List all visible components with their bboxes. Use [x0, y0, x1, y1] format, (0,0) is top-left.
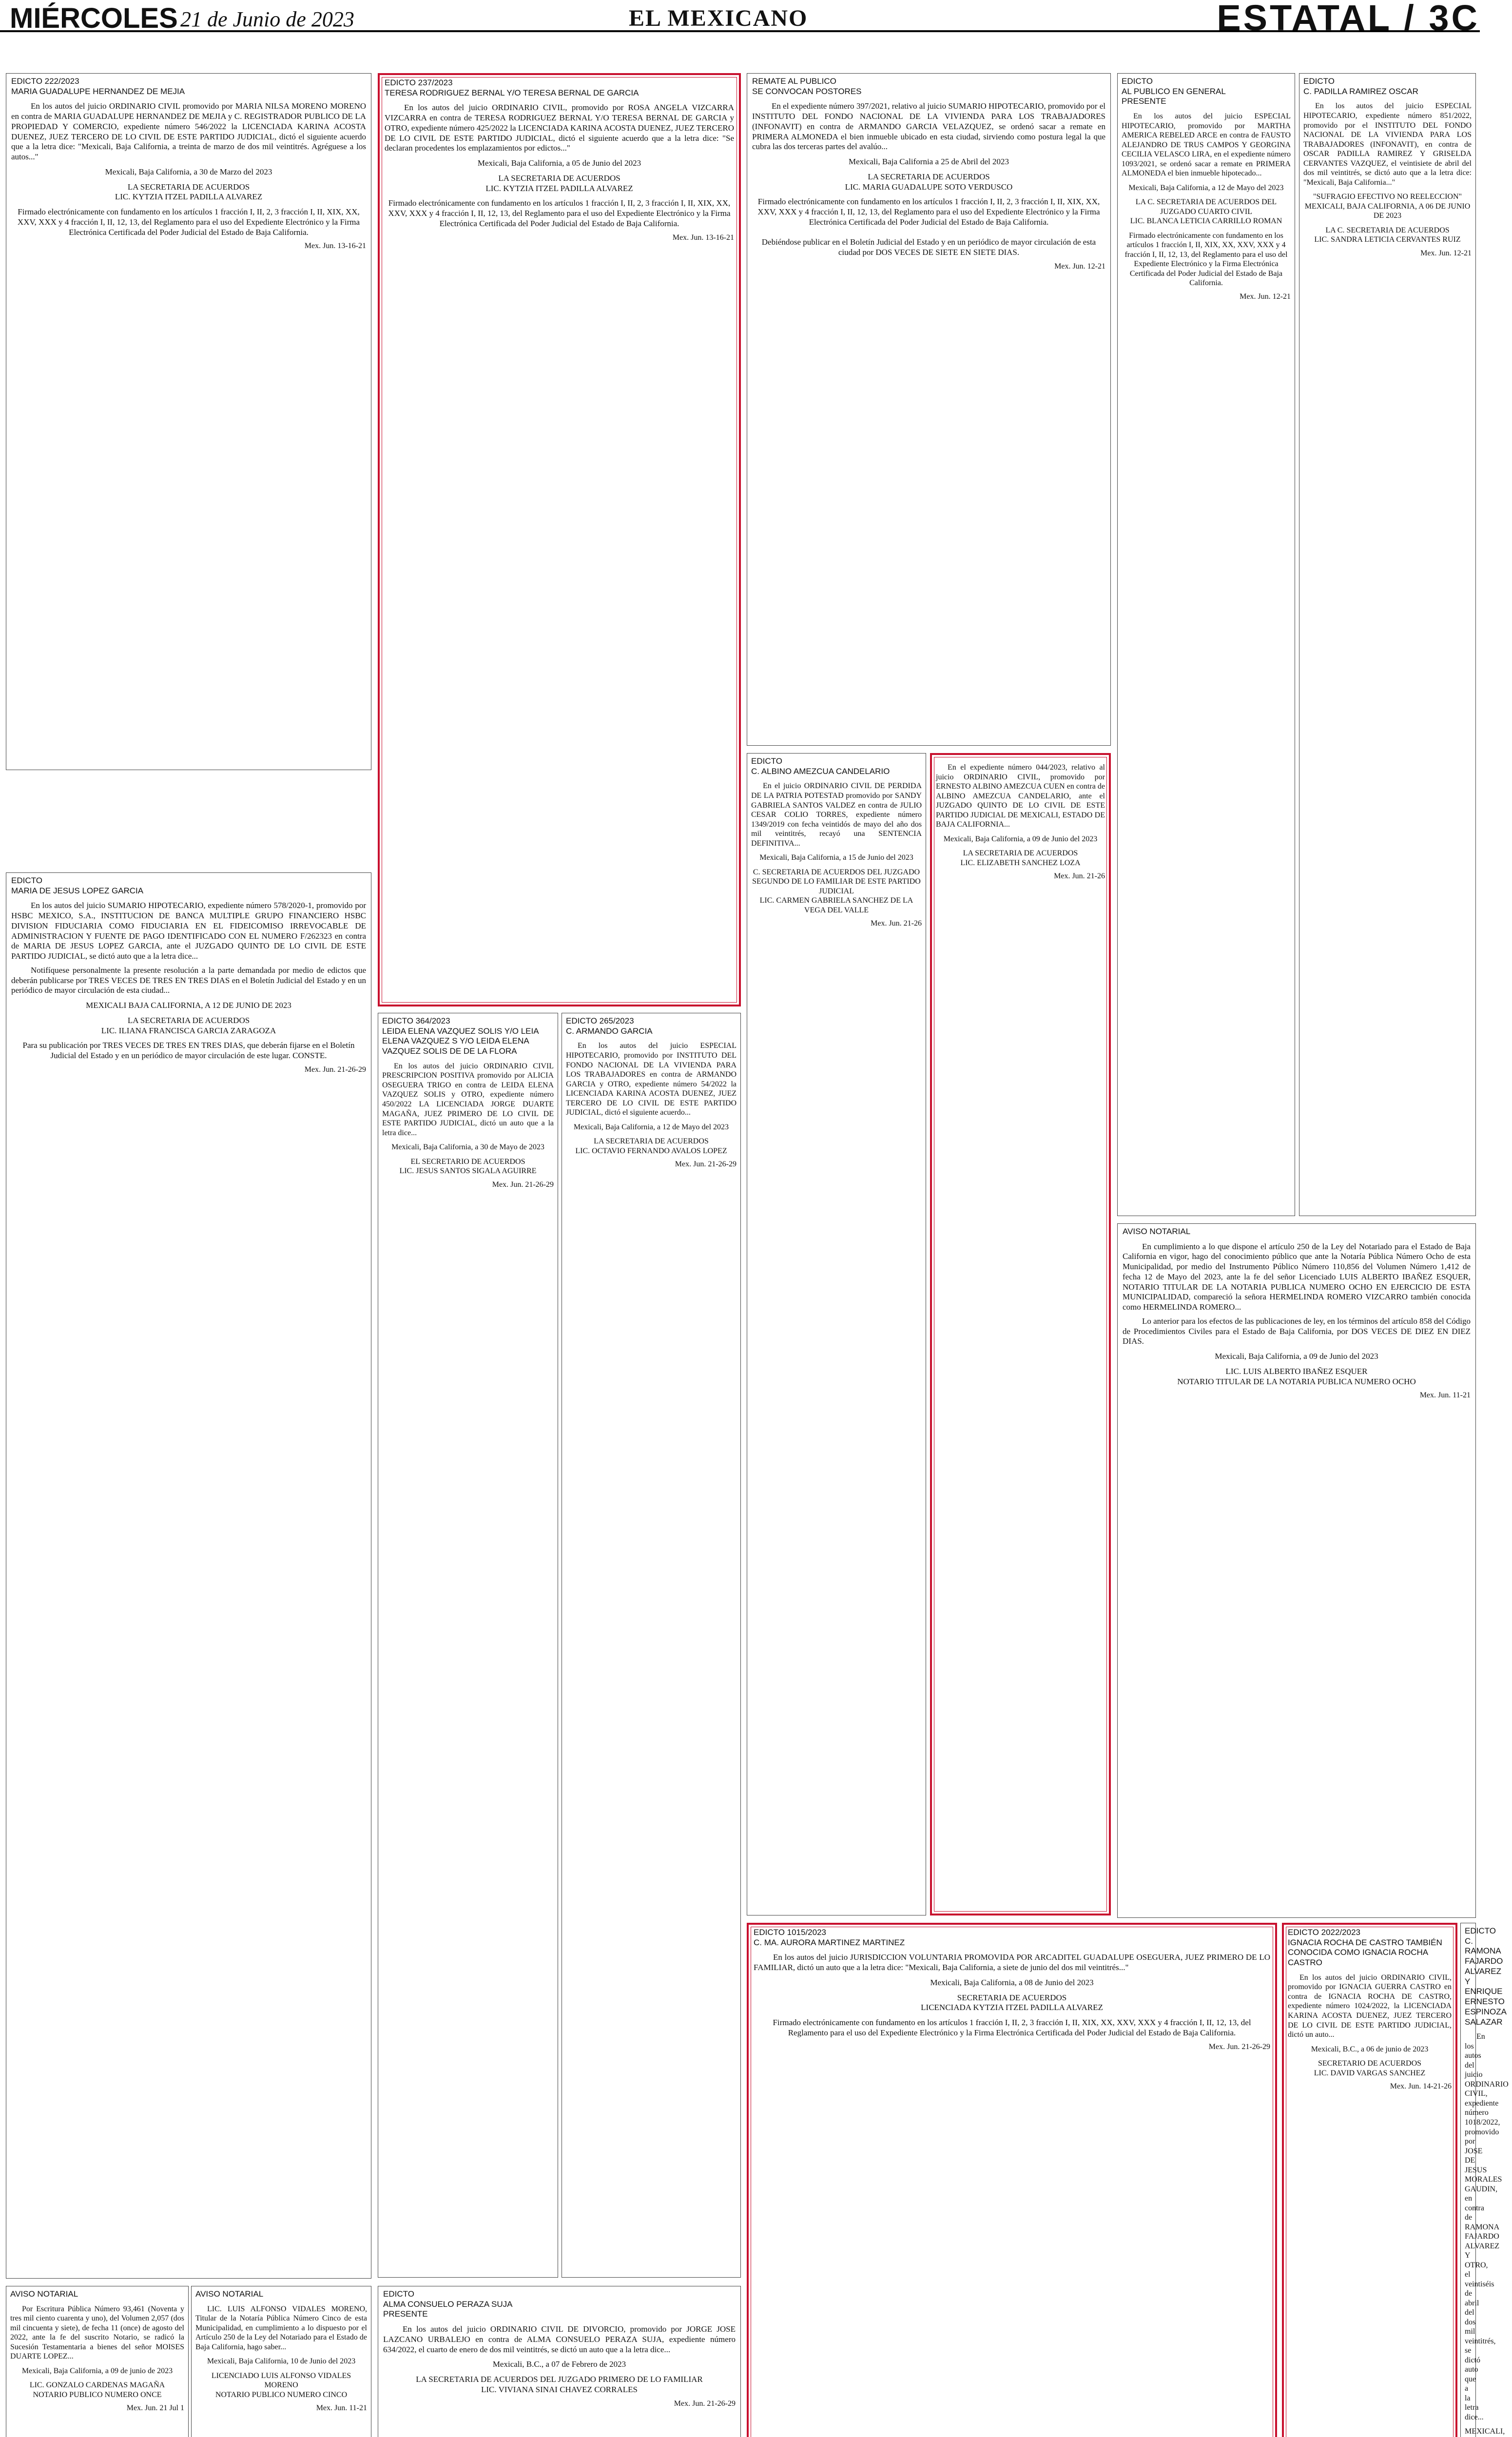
notice-place-date: Mexicali, Baja California, a 09 de Junio del 2023 [943, 834, 1098, 843]
notice-paragraph: En los autos del juicio ORDINARIO CIVIL, promovido por ROSA ANGELA VIZCARRA VIZCARRA en contra de TERESA RODRIGUEZ BERNAL Y/O TERESA BERNAL DE GARCIA y OTRO, expediente número 425/2022 la LICENCIADA KARINA ACOSTA DUENEZ, JUEZ TERCERO DE LO CIVIL DE ESTE PARTIDO JUDICIAL, dictó el siguiente acuerdo que a la letra dice: "Se declaran procedentes los emplazamientos por edictos..." [385, 103, 734, 153]
notice-place-date: Mexicali, Baja California, a 08 de Junio del 2023 [930, 1977, 1094, 1987]
notice-edicto-albino-amezcua [930, 753, 1111, 1915]
notice-place-date: Mexicali, Baja California, a 30 de Mayo de 2023 [391, 1143, 544, 1152]
notice-paragraph: En el juicio ORDINARIO CIVIL DE PERDIDA DE LA PATRIA POTESTAD promovido por SANDY GABRIELA SANTOS VALDEZ en contra de JULIO CESAR COLIO TORRES, expediente número 1349/2019 con fecha veintidós de mayo del año dos mil veintitrés, recayó una SENTENCIA DEFINITIVA... [751, 782, 922, 848]
notice-header: EDICTO 222/2023 MARIA GUADALUPE HERNANDEZ DE MEJIA [11, 77, 185, 96]
publication-ref: Mex. Jun. 21-26-29 [492, 1180, 554, 1189]
publication-ref: Mex. Jun. 13-16-21 [304, 242, 366, 251]
notice-body [1288, 1973, 1452, 2040]
masthead-day: MIÉRCOLES [10, 2, 178, 34]
notice-signature: LA C. SECRETARIA DE ACUERDOS DEL JUZGADO CUARTO CIVIL LIC. BLANCA LETICIA CARRILLO ROMAN [1130, 198, 1282, 226]
publication-ref: Mex. Jun. 21-26-29 [674, 2399, 736, 2408]
notice-paragraph: En los autos del juicio ORDINARIO CIVIL promovido por MARIA NILSA MORENO MORENO en contra de MARIA GUADALUPE HERNANDEZ DE MEJIA y C. REGISTRADOR PUBLICO DE LA PROPIEDAD Y COMERCIO, expediente número 546/2022 la LICENCIADA KARINA ACOSTA DUENEZ, JUEZ TERCERO DE LO CIVIL DE ESTE PARTIDO JUDICIAL, dictó el siguiente acuerdo que a la letra dice: "Mexicali, Baja California, a treinta de marzo de dos mil veintitrés. Agréguese a los autos..." [11, 101, 366, 162]
notice-place-date: Mexicali, B.C., a 07 de Febrero de 2023 [492, 2360, 626, 2369]
notice-signature: LA SECRETARIA DE ACUERDOS LIC. ILIANA FRANCISCA GARCIA ZARAGOZA [101, 1015, 276, 1035]
notice-edicto-fajardo-alvarez [1460, 1923, 1509, 2437]
publication-ref: Mex. Jun. 21-26 [1054, 872, 1105, 881]
notice-body [936, 763, 1105, 830]
notice-header: AVISO NOTARIAL [195, 2289, 264, 2299]
notice-body [754, 1953, 1270, 1973]
notice-body [11, 901, 366, 996]
notice-header: EDICTO 237/2023 TERESA RODRIGUEZ BERNAL Y/O TERESA BERNAL DE GARCIA [385, 78, 639, 97]
notice-signature: LA SECRETARIA DE ACUERDOS LIC. ELIZABETH SANCHEZ LOZA [960, 849, 1081, 867]
publication-ref: Mex. Jun. 11-21 [1419, 1391, 1471, 1400]
notice-edicto-publico-general [1117, 73, 1295, 1216]
notice-signature: LA SECRETARIA DE ACUERDOS LIC. KYTZIA ITZEL PADILLA ALVAREZ [115, 182, 263, 202]
notice-paragraph: En los autos del juicio ESPECIAL HIPOTECARIO, promovido por INSTITUTO DEL FONDO NACIONAL DE LA VIVIENDA PARA LOS TRABAJADORES en contra de ARMANDO GARCIA y OTRO, expediente número 54/2022 la LICENCIADA KARINA ACOSTA DUENEZ, JUEZ TERCERO DE LO CIVIL DE ESTE PARTIDO JUDICIAL, dictó el siguiente acuerdo... [566, 1042, 737, 1117]
notice-signature: SECRETARIA DE ACUERDOS LICENCIADA KYTZIA ITZEL PADILLA ALVAREZ [921, 1992, 1103, 2012]
notice-edicto-padilla-ramirez [1299, 73, 1476, 1216]
notice-place-date: Mexicali, Baja California a 25 de Abril del 2023 [848, 157, 1009, 167]
publication-ref: Mex. Jun. 12-21 [1420, 249, 1472, 257]
notice-edicto-1015 [747, 1923, 1277, 2437]
publication-ref: Mex. Jun. 21-26-29 [1208, 2042, 1270, 2051]
notice-signature: EL SECRETARIO DE ACUERDOS LIC. JESUS SANTOS SIGALA AGUIRRE [399, 1157, 537, 1176]
notice-body [1303, 101, 1472, 187]
notice-footer: Para su publicación por TRES VECES DE TRES EN TRES DIAS, que deberán fijarse en el Boletín Judicial del Estado y en un periódico de mayor circulación de este lugar. CONSTE. [22, 1041, 355, 1061]
notice-header: REMATE AL PUBLICO SE CONVOCAN POSTORES [752, 77, 862, 96]
notice-edicto-2022 [1282, 1923, 1457, 2437]
notice-header: EDICTO MARIA DE JESUS LOPEZ GARCIA [11, 876, 144, 895]
notice-signature: LIC. GONZALO CARDENAS MAGAÑA NOTARIO PUBLICO NUMERO ONCE [29, 2381, 165, 2399]
notice-signature: LICENCIADO LUIS ALFONSO VIDALES MORENO NOTARIO PUBLICO NUMERO CINCO [211, 2371, 351, 2399]
notice-edicto-364 [378, 1013, 558, 2278]
notice-header: EDICTO AL PUBLICO EN GENERAL PRESENTE [1122, 77, 1226, 106]
notice-paragraph: En los autos del juicio ESPECIAL HIPOTECARIO, expediente número 851/2022, promovido por el INSTITUTO DEL FONDO NACIONAL DE LA VIVIENDA PARA LOS TRABAJADORES (INFONAVIT), en contra de OSCAR PADILLA RAMIREZ Y GRISELDA CERVANTES VAZQUEZ, el veintisiete de abril del dos mil veintitrés, se dictó auto que a la letra dice: "Mexicali, Baja California..." [1303, 102, 1472, 187]
notice-body [751, 781, 922, 848]
notice-body [195, 2304, 367, 2352]
publication-ref: Mex. Jun. 14-21-26 [1390, 2082, 1452, 2091]
notice-paragraph: En el expediente número 044/2023, relativo al juicio ORDINARIO CIVIL, promovido por ERNESTO ALBINO AMEZCUA CUEN en contra de ALBINO AMEZCUA CANDELARIO, ante el JUZGADO QUINTO DE LO CIVIL DE ESTE PARTIDO JUDICIAL DE MEXICALI, ESTADO DE BAJA CALIFORNIA... [936, 763, 1105, 829]
notice-footer: Firmado electrónicamente con fundamento en los artículos 1 fracción I, II, 2, 3 fracción I, II, XIX, XX, XXV, XXX y 4 fracción I, II, 12, 13, del Reglamento para el uso del Expediente Electrónico y la Firma Electrónica Certificada del Poder Judicial del Estado de Baja California. Debiéndose publicar en el Boletín Judicial del Estado y en un periódico de mayor circulación de esta ciudad por DOS VECES DE SIETE EN SIETE DIAS. [757, 197, 1100, 257]
notice-signature: LIC. LUIS ALBERTO IBAÑEZ ESQUER NOTARIO TITULAR DE LA NOTARIA PUBLICA NUMERO OCHO [1177, 1366, 1416, 1386]
notice-header: EDICTO C. ALBINO AMEZCUA CANDELARIO [751, 756, 890, 776]
notice-signature: LA SECRETARIA DE ACUERDOS LIC. MARIA GUADALUPE SOTO VERDUSCO [845, 172, 1013, 192]
notice-body [383, 2324, 736, 2355]
notice-paragraph: Notifíquese personalmente la presente resolución a la parte demandada por medio de edictos que deberán publicarse por TRES VECES DE TRES EN TRES DIAS en el Boletín Judicial del Estado y en un periódico de mayor circulación de esta ciudad... [11, 965, 366, 995]
notice-header: EDICTO ALMA CONSUELO PERAZA SUJA PRESENTE [383, 2289, 513, 2319]
notice-place-date: Mexicali, Baja California, a 09 de Junio del 2023 [1215, 1352, 1378, 1361]
notice-place-date: Mexicali, Baja California, a 05 de Junio del 2023 [477, 158, 641, 168]
section-label: ESTATAL / 3C [1217, 0, 1480, 38]
notice-paragraph: En los autos del juicio ORDINARIO CIVIL, promovido por IGNACIA GUERRA CASTRO en contra de IGNACIA ROCHA DE CASTRO, expediente número 1024/2022, la LICENCIADA KARINA ACOSTA DUENEZ, JUEZ TERCERO DE LO CIVIL DE ESTE PARTIDO JUDICIAL, dictó un auto... [1288, 1973, 1452, 2039]
notice-paragraph: Por Escritura Pública Número 93,461 (Noventa y tres mil ciento cuarenta y uno), del Volumen 2,057 (dos mil cincuenta y siete), de fecha 11 (once) de agosto del 2022, ante la fe del suscrito Notario, se radicó la Sucesión Testamentaria a bienes del señor MOISES DUARTE LOPEZ... [10, 2304, 184, 2361]
notice-signature: SECRETARIO DE ACUERDOS LIC. DAVID VARGAS SANCHEZ [1314, 2059, 1426, 2077]
notice-place-date: Mexicali, Baja California, a 30 de Marzo del 2023 [105, 167, 272, 176]
notice-header: EDICTO C. PADILLA RAMIREZ OSCAR [1303, 77, 1418, 96]
notice-header: EDICTO 2022/2023 IGNACIA ROCHA DE CASTRO TAMBIÉN CONOCIDA COMO IGNACIA ROCHA CASTRO [1288, 1928, 1442, 1968]
notice-paragraph: En los autos del juicio JURISDICCION VOLUNTARIA PROMOVIDA POR ARCADITEL GUADALUPE OSEGUERA, JUEZ PRIMERO DE LO FAMILIAR, dictó un auto que a la letra dice: "Mexicali, Baja California, a siete de junio del dos mil veintitrés..." [754, 1953, 1270, 1973]
notice-header: EDICTO 265/2023 C. ARMANDO GARCIA [566, 1016, 653, 1036]
newspaper-name: EL MEXICANO [629, 5, 808, 31]
notice-place-date: Mexicali, Baja California, a 15 de Junio del 2023 [759, 853, 913, 862]
notice-aviso-notarial-once [6, 2286, 189, 2437]
notice-place-date: Mexicali, Baja California, a 12 de Mayo del 2023 [573, 1122, 729, 1131]
notice-signature: LA SECRETARIA DE ACUERDOS LIC. OCTAVIO FERNANDO AVALOS LOPEZ [575, 1137, 727, 1155]
publication-ref: Mex. Jun. 21 Jul 1 [126, 2404, 184, 2413]
notice-place-date: Mexicali, Baja California, 10 de Junio del 2023 [207, 2357, 356, 2366]
notice-body [385, 103, 734, 154]
notice-footer: Firmado electrónicamente con fundamento en los artículos 1 fracción I, II, XIX, XX, XXV, XXX y 4 fracción I, II, 12, 13, del Reglamento para el uso del Expediente Electrónico y la Firma Electrónica Certificada del Poder Judicial del Estado de Baja California. [1124, 231, 1288, 288]
notice-edicto-amezcua-santos [747, 753, 926, 1915]
notice-body [1123, 1242, 1471, 1347]
publication-ref: Mex. Jun. 21-26-29 [675, 1160, 737, 1169]
notice-body [752, 101, 1105, 152]
notice-header: EDICTO 1015/2023 C. MA. AURORA MARTINEZ MARTINEZ [754, 1928, 905, 1947]
notice-aviso-notarial-ocho [1117, 1223, 1476, 1918]
notice-body [382, 1062, 554, 1138]
notice-edicto-237 [378, 73, 741, 1006]
notice-aviso-notarial-cinco [191, 2286, 371, 2437]
notice-place-date: Mexicali, Baja California, a 09 de junio de 2023 [21, 2366, 173, 2375]
notice-footer: Firmado electrónicamente con fundamento en los artículos 1 fracción I, II, 2, 3 fracción I, II, XIX, XX, XXV, XXX y 4 fracción I, II, 12, 13, del Reglamento para el uso del Expediente Electrónico y la Firma Electrónica Certificada del Poder Judicial del Estado de Baja California. [17, 207, 360, 237]
notice-body [10, 2304, 184, 2361]
notice-signature: LA SECRETARIA DE ACUERDOS LIC. KYTZIA ITZEL PADILLA ALVAREZ [485, 173, 633, 193]
notice-paragraph: En los autos del juicio ESPECIAL HIPOTECARIO, promovido por MARTHA AMERICA REBELED ARCE en contra de FAUSTO ALEJANDRO DE TRUS CAMPOS Y GEORGINA CECILIA VELASCO LIRA, en el expediente número 1093/2021, se ordenó sacar a remate en PRIMERA ALMONEDA el bien inmueble hipotecado... [1122, 112, 1291, 178]
notice-place-date: Mexicali, Baja California, a 12 de Mayo del 2023 [1128, 183, 1284, 192]
notice-paragraph: LIC. LUIS ALFONSO VIDALES MORENO, Titular de la Notaría Pública Número Cinco de esta Municipalidad, en cumplimiento a lo dispuesto por el Artículo 250 de la Ley del Notariado para el Estado de Baja California, hago saber... [195, 2304, 367, 2351]
notice-signature: LA SECRETARIA DE ACUERDOS DEL JUZGADO PRIMERO DE LO FAMILIAR LIC. VIVIANA SINAI CHAVEZ CORRALES [416, 2375, 703, 2394]
notice-paragraph: En los autos del juicio ORDINARIO CIVIL DE DIVORCIO, promovido por JORGE JOSE LAZCANO URBALEJO en contra de ALMA CONSUELO PERAZA SUJA, expediente número 634/2022, el cuarto de enero de dos mil veintitrés, se dictó un auto que a la letra dice... [383, 2324, 736, 2354]
notice-paragraph: En cumplimiento a lo que dispone el artículo 250 de la Ley del Notariado para el Estado de Baja California en vigor, hago del conocimiento público que ante la Notaría Pública Número Ocho de esta Municipalidad, por medio del Instrumento Público Número 110,856 del Volumen Número 1,412 de fecha 12 de Mayo del 2023, ante la fe del señor Licenciado LUIS ALBERTO IBAÑEZ ESQUER, NOTARIO TITULAR DE LA NOTARIA PUBLICA NUMERO OCHO EN EJERCICIO DE ESTA MUNICIPALIDAD, compareció la señora HERMELINDA ROMERO VIZCARRO también conocida como HERMELINDA ROMERO... [1123, 1241, 1471, 1312]
publication-ref: Mex. Jun. 13-16-21 [672, 233, 734, 242]
notice-header: AVISO NOTARIAL [1123, 1227, 1191, 1236]
notice-body [1465, 2032, 1509, 2422]
publication-ref: Mex. Jun. 21-26-29 [304, 1065, 366, 1074]
notice-footer: Firmado electrónicamente con fundamento en los artículos 1 fracción I, II, 2, 3 fracción I, II, XIX, XX, XXV, XXX y 4 fracción I, II, 12, 13, del Reglamento para el uso del Expediente Electrónico y la Firma Electrónica Certificada del Poder Judicial del Estado de Baja California. [388, 198, 731, 228]
notice-header: EDICTO 364/2023 LEIDA ELENA VAZQUEZ SOLIS Y/O LEIA ELENA VAZQUEZ S Y/O LEIDA ELENA VAZQUEZ SOLIS DE DE LA FLORA [382, 1016, 539, 1056]
notice-paragraph: Lo anterior para los efectos de las publicaciones de ley, en los términos del artículo 858 del Código de Procedimientos Civiles para el Estado de Baja California, por DOS VECES DE DIEZ EN DIEZ DIAS. [1123, 1316, 1471, 1346]
publication-ref: Mex. Jun. 11-21 [316, 2404, 367, 2413]
notice-body [11, 101, 366, 162]
masthead [0, 0, 1480, 38]
notice-place-date: Mexicali, B.C., a 06 de junio de 2023 [1311, 2045, 1429, 2053]
masthead-date: 21 de Junio de 2023 [180, 7, 354, 31]
notice-body [1122, 112, 1291, 178]
notice-place-date: MEXICALI, [1465, 2427, 1505, 2436]
notice-edicto-lopez-garcia [6, 872, 371, 2279]
notice-body [566, 1041, 737, 1117]
notice-edicto-265 [562, 1013, 741, 2278]
notice-edicto-222 [6, 73, 371, 770]
notice-signature: LA C. SECRETARIA DE ACUERDOS LIC. SANDRA LETICIA CERVANTES RUIZ [1314, 226, 1461, 244]
notice-edicto-peraza-suja [378, 2286, 741, 2437]
notice-place-date: "SUFRAGIO EFECTIVO NO REELECCION" MEXICALI, BAJA CALIFORNIA, A 06 DE JUNIO DE 2023 [1304, 193, 1471, 220]
notice-paragraph: En los autos del juicio ORDINARIO CIVIL, expediente número 1018/2022, promovido por JOSE DE JESUS MORALES GAUDIN, en contra de RAMONA FAJARDO ALVAREZ Y OTRO, el veintiséis de abril del dos mil veintitrés, se dictó auto que a la letra dice... [1465, 2032, 1509, 2421]
notice-footer: Firmado electrónicamente con fundamento en los artículos 1 fracción I, II, 2, 3 fracción I, II, XIX, XX, XXV, XXX y 4 fracción I, II, 12, 13, del Reglamento para el uso del Expediente Electrónico y la Firma Electrónica Certificada del Poder Judicial del Estado de Baja California. [773, 2018, 1251, 2037]
notice-signature: C. SECRETARIA DE ACUERDOS DEL JUZGADO SEGUNDO DE LO FAMILIAR DE ESTE PARTIDO JUDICIAL LIC. CARMEN GABRIELA SANCHEZ DE LA VEGA DEL VALLE [752, 868, 921, 914]
notice-paragraph: En los autos del juicio SUMARIO HIPOTECARIO, expediente número 578/2020-1, promovido por HSBC MEXICO, S.A., INSTITUCION DE BANCA MULTIPLE GRUPO FINANCIERO HSBC DIVISION FIDUCIARIA COMO FIDUCIARIA EN EL FIDEICOMISO IRREVOCABLE DE ADMINISTRACION Y FUENTE DE PAGO IDENTIFICADO CON EL NUMERO F/262323 en contra de MARIA DE JESUS LOPEZ GARCIA, ante el JUZGADO QUINTO DE LO CIVIL DE ESTE PARTIDO JUDICIAL, se dictó auto que a la letra dice... [11, 901, 366, 961]
notice-remate-al-publico [747, 73, 1111, 746]
notice-paragraph: En el expediente número 397/2021, relativo al juicio SUMARIO HIPOTECARIO, promovido por el INSTITUTO DEL FONDO NACIONAL DE LA VIVIENDA PARA LOS TRABAJADORES (INFONAVIT) en contra de ARMANDO GARCIA VELAZQUEZ, se ordenó sacar a remate en PRIMERA ALMONEDA el bien inmueble ubicado en esta ciudad, sirviendo como postura legal la que cubra las dos terceras partes del avalúo... [752, 101, 1105, 152]
publication-ref: Mex. Jun. 12-21 [1054, 262, 1105, 271]
notice-paragraph: En los autos del juicio ORDINARIO CIVIL PRESCRIPCION POSITIVA promovido por ALICIA OSEGUERA TRIGO en contra de LEIDA ELENA VAZQUEZ SOLIS y OTRO, expediente número 450/2022 LA LICENCIADA JORGE DUARTE MAGAÑA, JUEZ PRIMERO DE LO CIVIL DE ESTE PARTIDO JUDICIAL, dictó un auto que a la letra dice... [382, 1062, 554, 1137]
notice-header: EDICTO C. RAMONA FAJARDO ALVAREZ Y ENRIQUE ERNESTO ESPINOZA SALAZAR [1465, 1926, 1507, 2027]
notice-place-date: MEXICALI BAJA CALIFORNIA, A 12 DE JUNIO DE 2023 [86, 1001, 291, 1010]
notice-header: AVISO NOTARIAL [10, 2289, 78, 2299]
publication-ref: Mex. Jun. 12-21 [1240, 292, 1291, 301]
publication-ref: Mex. Jun. 21-26 [871, 919, 922, 928]
